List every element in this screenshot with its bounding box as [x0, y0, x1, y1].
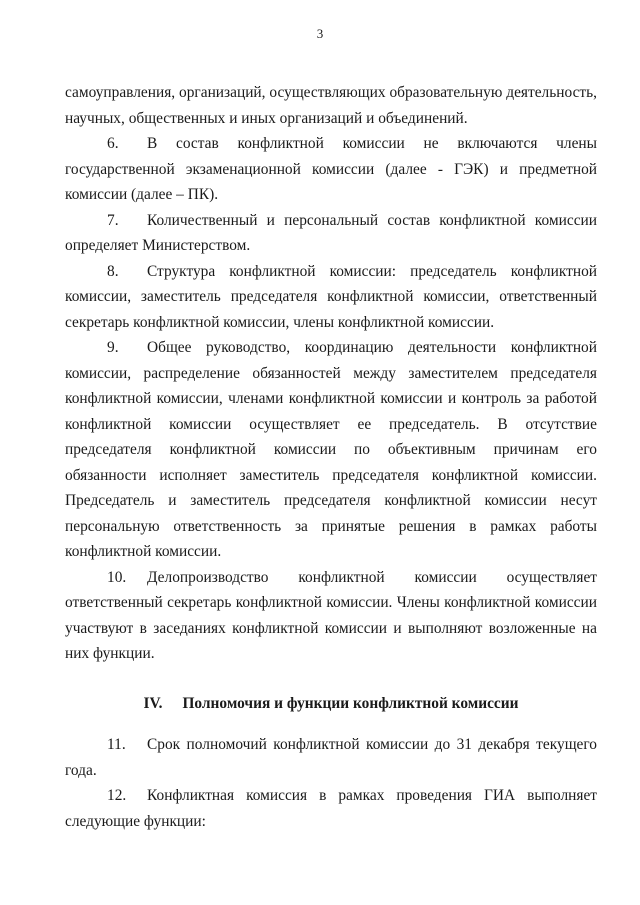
- paragraph-11: [65, 732, 597, 783]
- paragraph-text: Структура конфликтной комиссии: председатель конфликтной комиссии, заместитель председателя конфликтной комиссии, ответственный секретарь конфликтной комиссии, члены конфликтной комиссии.: [65, 262, 597, 331]
- paragraph-text: Конфликтная комиссия в рамках проведения ГИА выполняет следующие функции:: [65, 787, 597, 830]
- paragraph-9: [65, 335, 597, 565]
- paragraph-text: Общее руководство, координацию деятельности конфликтной комиссии, распределение обязанностей между заместителем председателя конфликтной комиссии, членами конфликтной комиссии и контроль за работой конфликтной комиссии осуществляет ее председатель. В отсутствие председателя конфликтной комиссии по объективным причинам его обязанности исполняет заместитель председателя конфликтной комиссии. Председатель и заместитель председателя конфликтной комиссии несут персональную ответственность за принятые решения в рамках работы конфликтной комиссии.: [65, 339, 597, 560]
- section-title: Полномочия и функции конфликтной комиссии: [182, 694, 519, 712]
- paragraph-number: 12.: [107, 787, 127, 804]
- paragraph-text: Срок полномочий конфликтной комиссии до 31 декабря текущего года.: [65, 736, 597, 779]
- paragraph-continuation: [65, 80, 597, 131]
- page-number: 3: [316, 26, 324, 41]
- paragraph-12: [65, 783, 597, 834]
- document-body: [65, 80, 597, 834]
- paragraph-text: В состав конфликтной комиссии не включаются члены государственной экзаменационной комиссии (далее - ГЭК) и предметной комиссии (далее – ПК).: [65, 135, 597, 203]
- paragraph-10: [65, 565, 597, 667]
- paragraph-text: Количественный и персональный состав конфликтной комиссии определяет Министерством.: [65, 211, 597, 254]
- paragraph-7: [65, 208, 597, 259]
- paragraph-text: Делопроизводство конфликтной комиссии осуществляет ответственный секретарь конфликтной комиссии. Члены конфликтной комиссии участвуют в заседаниях конфликтной комиссии и выполняют возложенные на них функции.: [65, 568, 597, 662]
- paragraph-number: 7.: [107, 211, 119, 229]
- paragraph-8: [65, 259, 597, 336]
- paragraph-number: 9.: [107, 339, 119, 356]
- paragraph-6: [65, 131, 597, 208]
- paragraph-number: 6.: [107, 135, 119, 152]
- section-heading: [65, 691, 597, 717]
- paragraph-text: самоуправления, организаций, осуществляющих образовательную деятельность, научных, общественных и иных организаций и объединений.: [65, 84, 597, 127]
- section-number: IV.: [143, 694, 163, 712]
- paragraph-number: 8.: [107, 262, 119, 280]
- paragraph-number: 10.: [107, 568, 127, 586]
- paragraph-number: 11.: [107, 736, 126, 753]
